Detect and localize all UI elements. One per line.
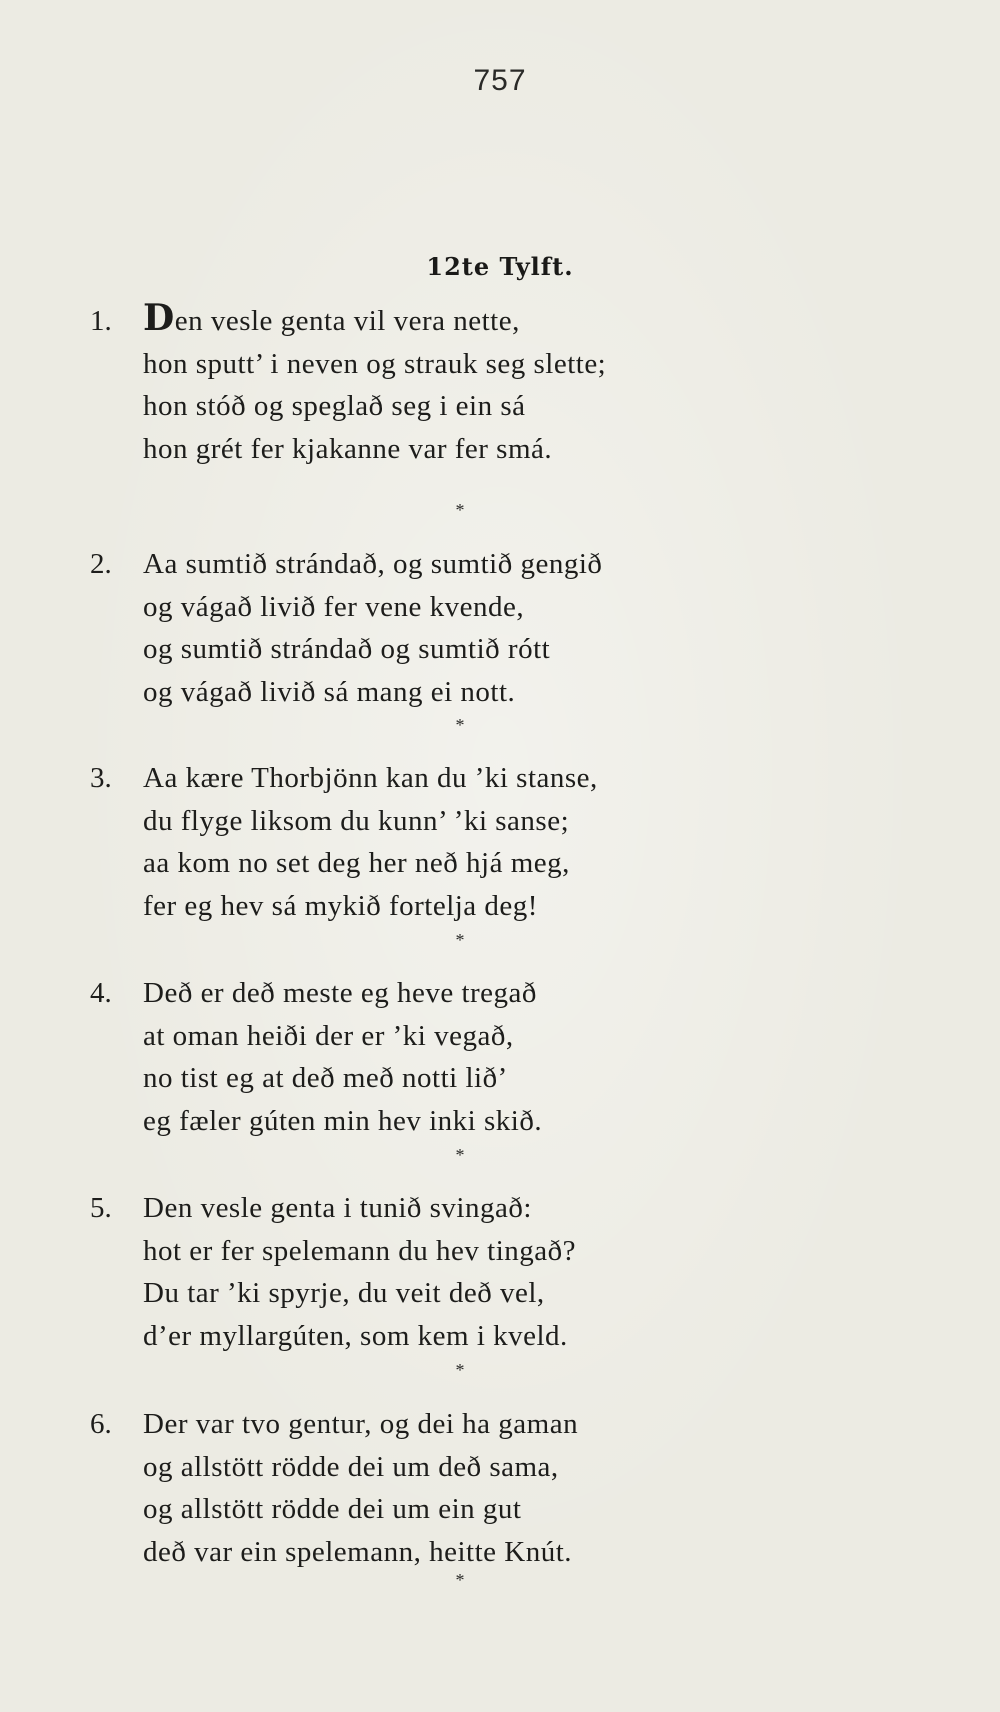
stanza-separator: *: [455, 1570, 465, 1590]
stanza-separator: *: [455, 715, 465, 735]
stanza-separator: *: [455, 500, 465, 520]
stanza-lines: [143, 1187, 576, 1357]
verse-line: Du tar ’ki spyrje, du veit deð vel,: [143, 1277, 545, 1309]
verse-line: hon sputt’ i neven og strauk seg slette;: [143, 347, 607, 380]
stanza-number: 5.: [90, 1192, 112, 1224]
stanza-separator: *: [455, 930, 465, 950]
stanza-number: 6.: [90, 1408, 112, 1440]
stanza-lines: [143, 543, 602, 713]
verse-line: du flyge liksom du kunn’ ’ki sanse;: [143, 804, 570, 837]
verse-line: Deð er deð meste eg heve tregað: [143, 977, 537, 1009]
verse-line: hon grét fer kjakanne var fer smá.: [143, 432, 553, 465]
section-title: 12te Tylft.: [426, 252, 574, 281]
verse-line: hot er fer spelemann du hev tingað?: [143, 1234, 577, 1267]
verse-line: og allstött rödde dei um ein gut: [143, 1493, 522, 1525]
stanza-number: 4.: [90, 977, 112, 1009]
stanza-lines: [143, 757, 598, 927]
verse-line: Der var tvo gentur, og dei ha gaman: [143, 1408, 579, 1440]
verse-line: at oman heiði der er ’ki vegað,: [143, 1019, 514, 1052]
verse-line: Aa kære Thorbjönn kan du ’ki stanse,: [143, 762, 598, 794]
verse-line-text: en vesle genta vil vera nette,: [174, 305, 520, 337]
verse-line: og allstött rödde dei um deð sama,: [143, 1450, 559, 1483]
verse-line: og sumtið strándað og sumtið rótt: [143, 633, 551, 665]
verse-line: hon stóð og speglað seg i ein sá: [143, 390, 526, 422]
stanza-number: 2.: [90, 548, 112, 580]
page-number: 757: [473, 64, 527, 97]
stanza-lines: [143, 1403, 578, 1573]
verse-line: fer eg hev sá mykið fortelja deg!: [143, 889, 538, 922]
verse-line: og vágað livið sá mang ei nott.: [143, 675, 516, 708]
verse-line: Den vesle genta i tunið svingað:: [143, 1192, 532, 1224]
verse-line: og vágað livið fer vene kvende,: [143, 590, 525, 623]
stanza-separator: *: [455, 1360, 465, 1380]
verse-line: Aa sumtið strándað, og sumtið gengið: [143, 548, 603, 580]
verse-line: no tist eg at deð með notti lið’: [143, 1062, 508, 1094]
verse-line: [143, 297, 606, 343]
stanza-lines: [143, 972, 542, 1142]
stanza-number: 3.: [90, 762, 112, 794]
verse-line: deð var ein spelemann, heitte Knút.: [143, 1535, 573, 1568]
decorated-initial: D: [143, 297, 175, 339]
verse-line: aa kom no set deg her neð hjá meg,: [143, 847, 570, 879]
stanza-number: 1.: [90, 305, 112, 337]
verse-line: eg fæler gúten min hev inki skið.: [143, 1104, 543, 1137]
stanza-lines: [143, 297, 607, 470]
verse-line: d’er myllargúten, som kem i kveld.: [143, 1319, 568, 1352]
stanza-separator: *: [455, 1145, 465, 1165]
